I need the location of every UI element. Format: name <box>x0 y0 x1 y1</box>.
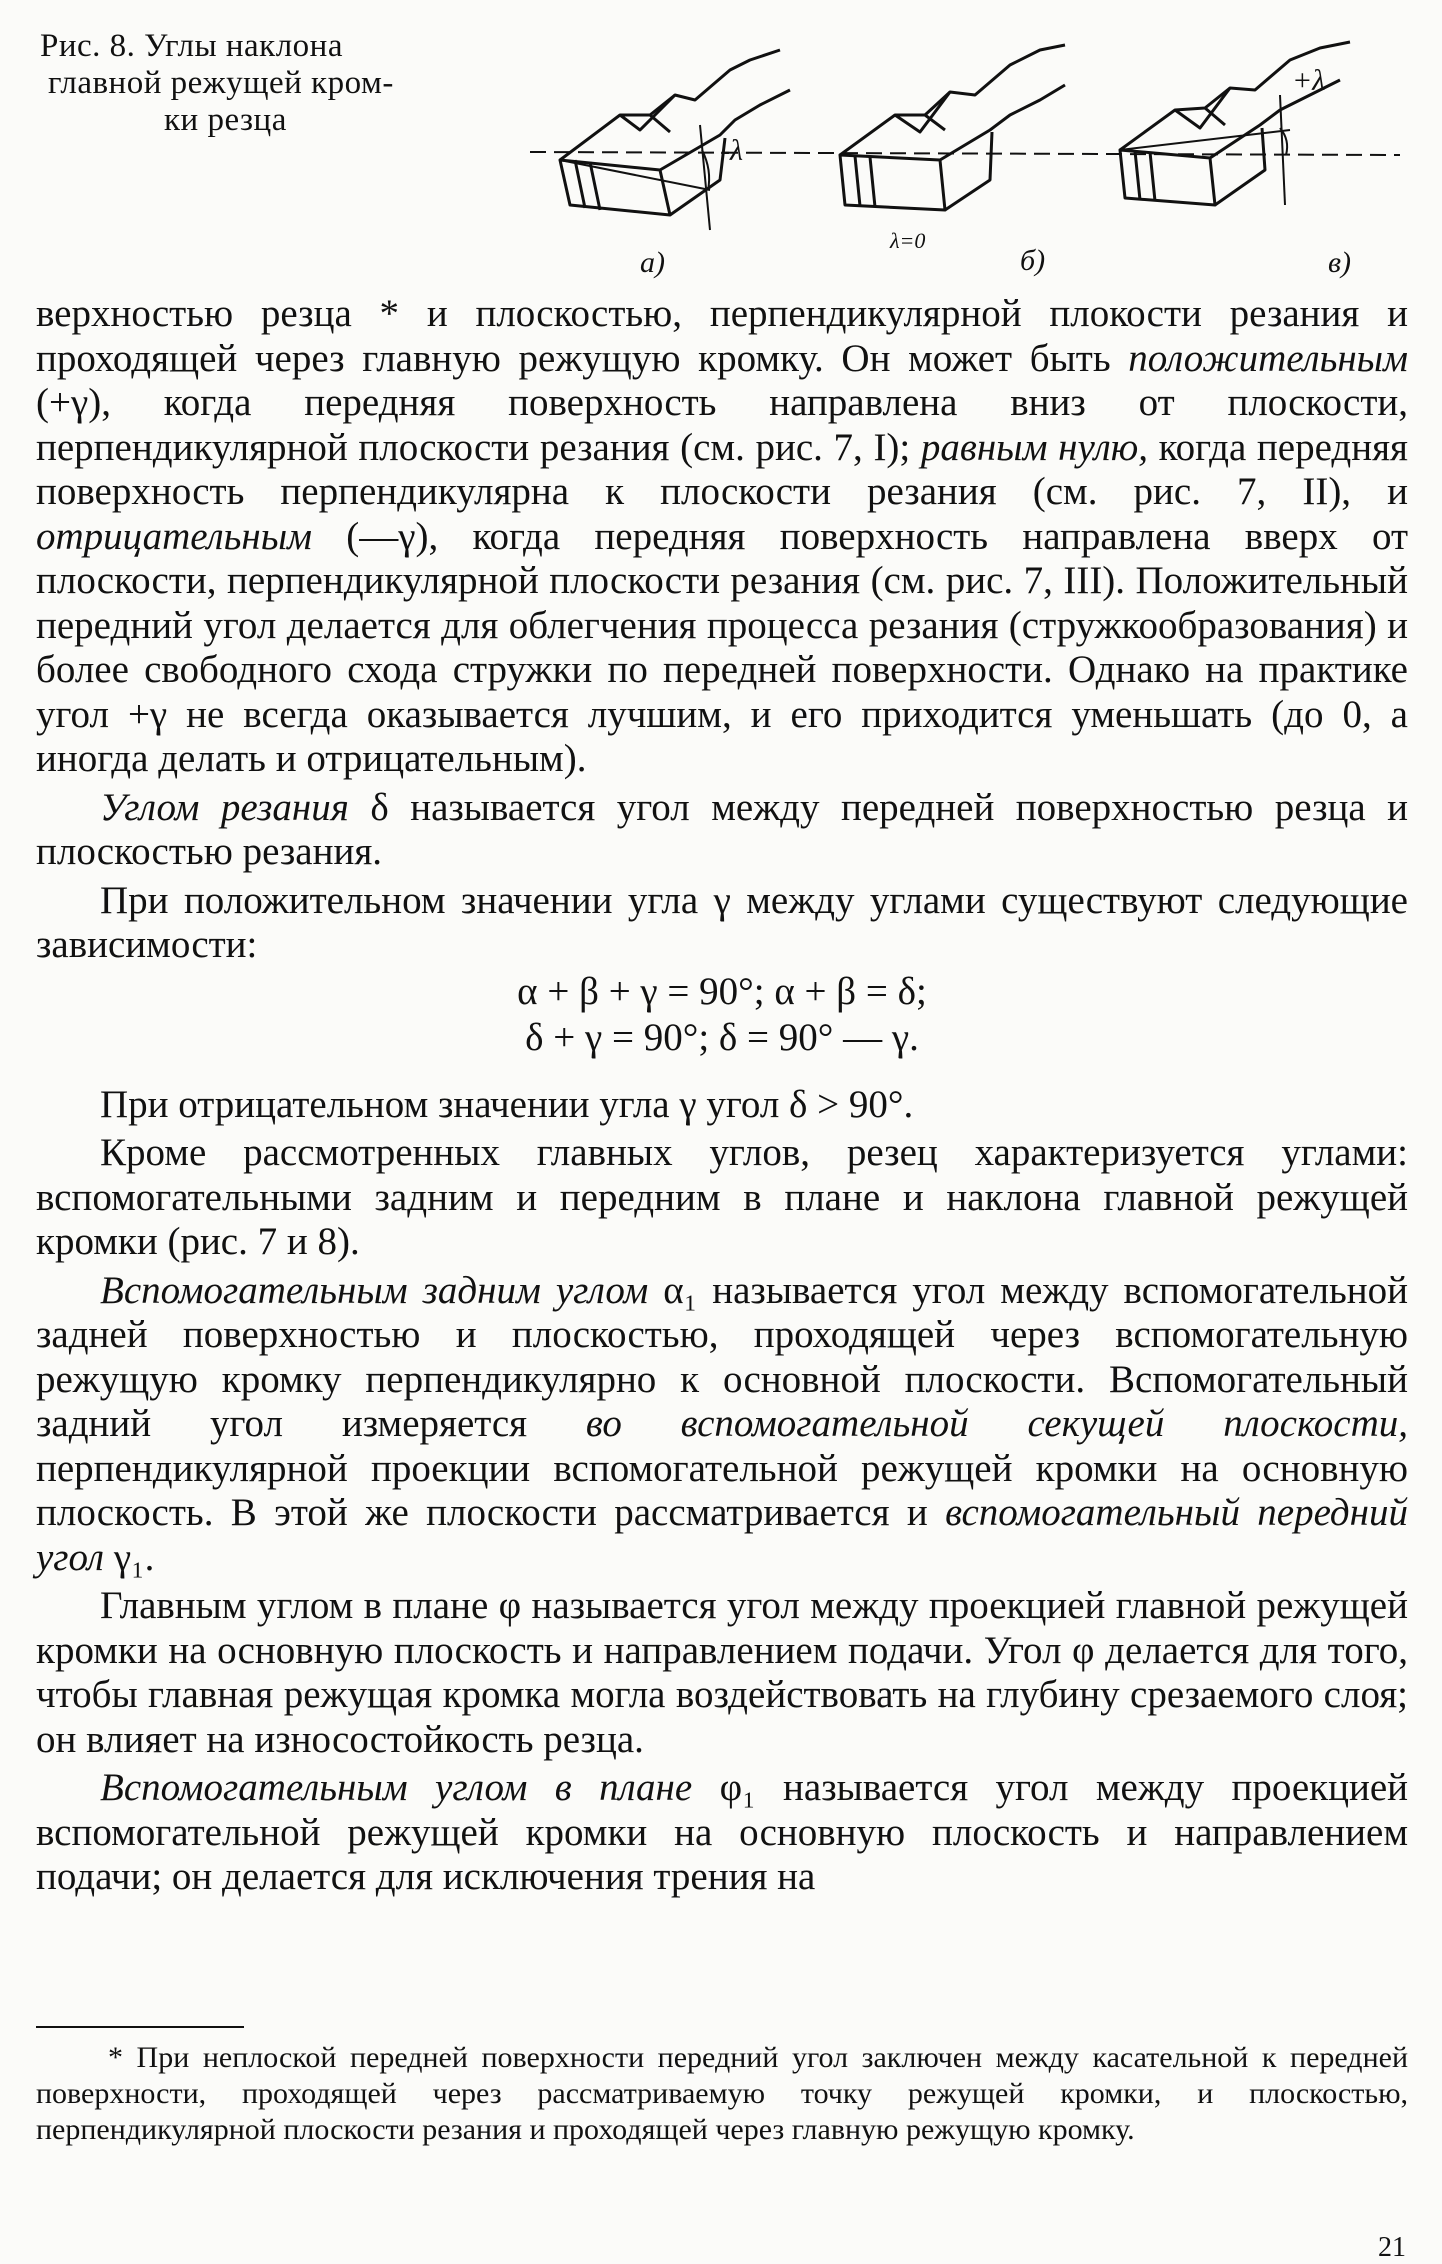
main-text <box>36 292 1408 1900</box>
caption-line-2: главной режущей кром- <box>48 65 394 101</box>
reference-line <box>530 152 1400 155</box>
caption-line-3: ки резца <box>164 102 287 138</box>
paragraph-7: Главным углом в плане φ называется угол между проекцией главной режущей кромки на основную плоскость и направлением подачи. Угол φ делается для того, чтобы главная режущая кромка могла воздействовать на глубину срезаемого слоя; он влияет на износостойкость резца. <box>36 1584 1408 1761</box>
paragraph-2: Углом резания δ называется угол между передней поверхностью резца и плоскостью резания. <box>36 785 1408 873</box>
paragraph-8: Вспомогательным углом в плане φ₁ называется угол между проекцией вспомогательной режущей кромки на основную плоскость и направлением подачи; он делается для исключения трения на <box>36 1766 1408 1898</box>
label-c: в) <box>1328 246 1352 279</box>
paragraph-3: При положительном значении угла γ между углами существуют следующие зависимости: <box>36 878 1408 966</box>
cutter-b-drawing <box>840 45 1065 210</box>
label-lambda-negative: -λ <box>720 134 743 167</box>
caption-line-1: Рис. 8. Углы наклона <box>40 28 343 64</box>
label-lambda-zero: λ=0 <box>890 228 926 253</box>
footnote-divider <box>36 2026 244 2028</box>
cutter-a-drawing <box>560 50 790 230</box>
paragraph-1: верхностью резца * и плоскостью, перпендикулярной плокости резания и проходящей через главную режущую кромку. Он может быть положительным (+γ), когда передняя поверхность направлена вниз от плоскости, перпендикулярной плоскости резания (см. рис. 7, I); равным нулю, когда передняя поверхность перпендикулярна к плоскости резания (см. рис. 7, II), и отрицательным (—γ), когда передняя поверхность направлена вверх от плоскости, перпендикулярной плоскости резания (см. рис. 7, III). Положительный передний угол делается для облегчения процесса резания (стружкообразования) и более свободного схода стружки по передней поверхности. Однако на практике угол +γ не всегда оказывается лучшим, и его приходится уменьшать (до 0, а иногда делать и отрицательным). <box>36 292 1408 780</box>
label-a: а) <box>640 246 665 279</box>
paragraph-5: Кроме рассмотренных главных углов, резец характеризуется углами: вспомогательными задним и передним в плане и наклона главной режущей кромки (рис. 7 и 8). <box>36 1131 1408 1263</box>
paragraph-6: Вспомогательным задним углом α₁ называется угол между вспомогательной задней поверхностью и плоскостью, проходящей через вспомогательную режущую кромку перпендикулярно к основной плоскости. Вспомогательный задний угол измеряется во вспомогательной секущей плоскости, перпендикулярной проекции вспомогательной режущей кромки на основную плоскость. В этой же плоскости рассматривается и вспомогательный передний угол γ₁. <box>36 1268 1408 1579</box>
formula-1: α + β + γ = 90°; α + β = δ; <box>517 969 927 1013</box>
label-lambda-positive: +λ <box>1292 64 1326 97</box>
page-number: 21 <box>1378 2232 1406 2263</box>
label-b: б) <box>1020 244 1046 277</box>
paragraph-4: При отрицательном значении угла γ угол δ > 90°. <box>100 1082 914 1126</box>
formula-2: δ + γ = 90°; δ = 90° — γ. <box>525 1016 919 1059</box>
footnote: * При неплоской передней поверхности передний угол заключен между касательной к передней поверхности, проходящей через рассматриваемую точку режущей кромки, и плоскостью, перпендикулярной плоскости резания и проходящей через главную режущую кромку. <box>36 2041 1408 2146</box>
figure-caption <box>40 28 470 139</box>
cutter-inclination-figure <box>520 20 1420 290</box>
